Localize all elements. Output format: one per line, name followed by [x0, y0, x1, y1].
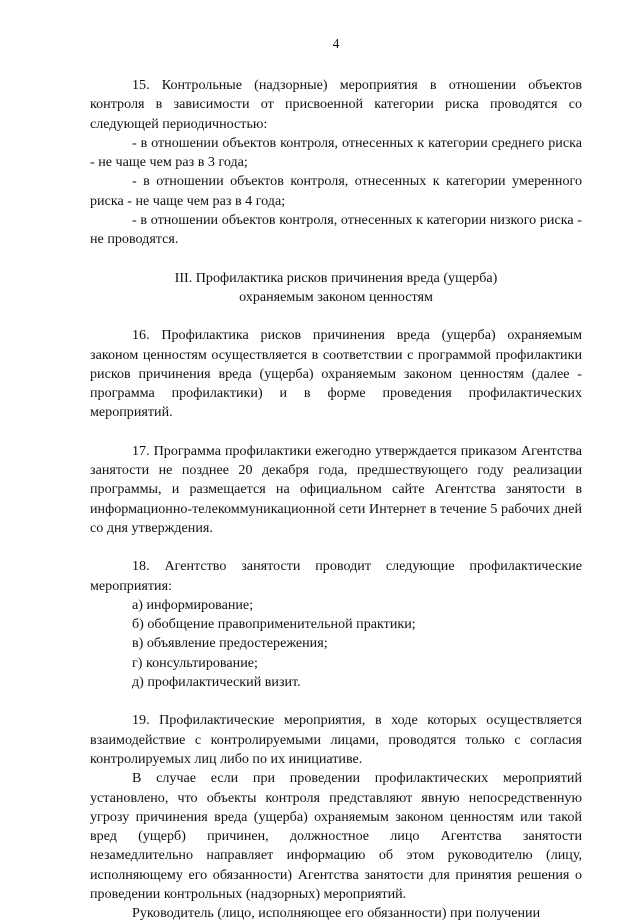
document-body: [90, 76, 582, 924]
page-number: 4: [332, 36, 340, 51]
paragraph-18-item-c: в) объявление предостережения;: [132, 635, 328, 652]
paragraph-15-item-3: - в отношении объектов контроля, отнесенных к категории низкого риска - не проводятся.: [90, 212, 582, 248]
section-heading-line-2: охраняемым законом ценностям: [239, 288, 433, 305]
document-page: [90, 0, 582, 922]
paragraph-15-item-1: - в отношении объектов контроля, отнесенных к категории среднего риска - не чаще чем раз в 3 года;: [90, 134, 582, 171]
paragraph-18-item-d: г) консультирование;: [132, 654, 258, 671]
paragraph-18-item-b: б) обобщение правоприменительной практики;: [132, 616, 416, 633]
paragraph-18-item-a: а) информирование;: [132, 596, 254, 613]
spacer: [90, 692, 582, 711]
spacer: [90, 250, 582, 269]
spacer: [90, 423, 582, 442]
paragraph-19-part-3: Руководитель (лицо, исполняющее его обязанности) при получении: [132, 905, 541, 922]
paragraph-18-item-e: д) профилактический визит.: [132, 674, 301, 691]
paragraph-18-intro: 18. Агентство занятости проводит следующие профилактические мероприятия:: [90, 558, 582, 594]
paragraph-15-intro: 15. Контрольные (надзорные) мероприятия в отношении объектов контроля в зависимости от присвоенной категории риска проводятся со следующей периодичностью:: [90, 77, 582, 132]
spacer: [90, 538, 582, 557]
paragraph-15-item-2: - в отношении объектов контроля, отнесенных к категории умеренного риска - не чаще чем раз в 4 года;: [90, 173, 582, 209]
spacer: [90, 307, 582, 326]
paragraph-19-part-1: 19. Профилактические мероприятия, в ходе которых осуществляется взаимодействие с контролируемыми лицами, проводятся только с согласия контролируемых лиц либо по их инициативе.: [90, 712, 582, 767]
paragraph-19-part-2: В случае если при проведении профилактических мероприятий установлено, что объекты контроля представляют явную непосредственную угрозу причинения вреда (ущерба) охраняемым законом ценностям или такой вред (ущерб) причинен, должностное лицо Агентства занятости незамедлительно направляет информацию об этом руководителю (лицу, исполняющему его обязанности) Агентства занятости для принятия решения о проведении контрольных (надзорных) мероприятий.: [90, 770, 582, 902]
paragraph-16: 16. Профилактика рисков причинения вреда (ущерба) охраняемым законом ценностям осуществляется в соответствии с программой профилактики рисков причинения вреда (ущерба) охраняемым законом ценностям (далее - программа профилактики) и в форме проведения профилактических мероприятий.: [90, 327, 582, 421]
section-heading-line-1: III. Профилактика рисков причинения вреда (ущерба): [174, 269, 498, 286]
paragraph-17: 17. Программа профилактики ежегодно утверждается приказом Агентства занятости не позднее 20 декабря года, предшествующего году реализации программы, и размещается на официальном сайте Агентства занятости в информационно-телекоммуникационной сети Интернет в течение 5 рабочих дней со дня утверждения.: [90, 442, 582, 536]
